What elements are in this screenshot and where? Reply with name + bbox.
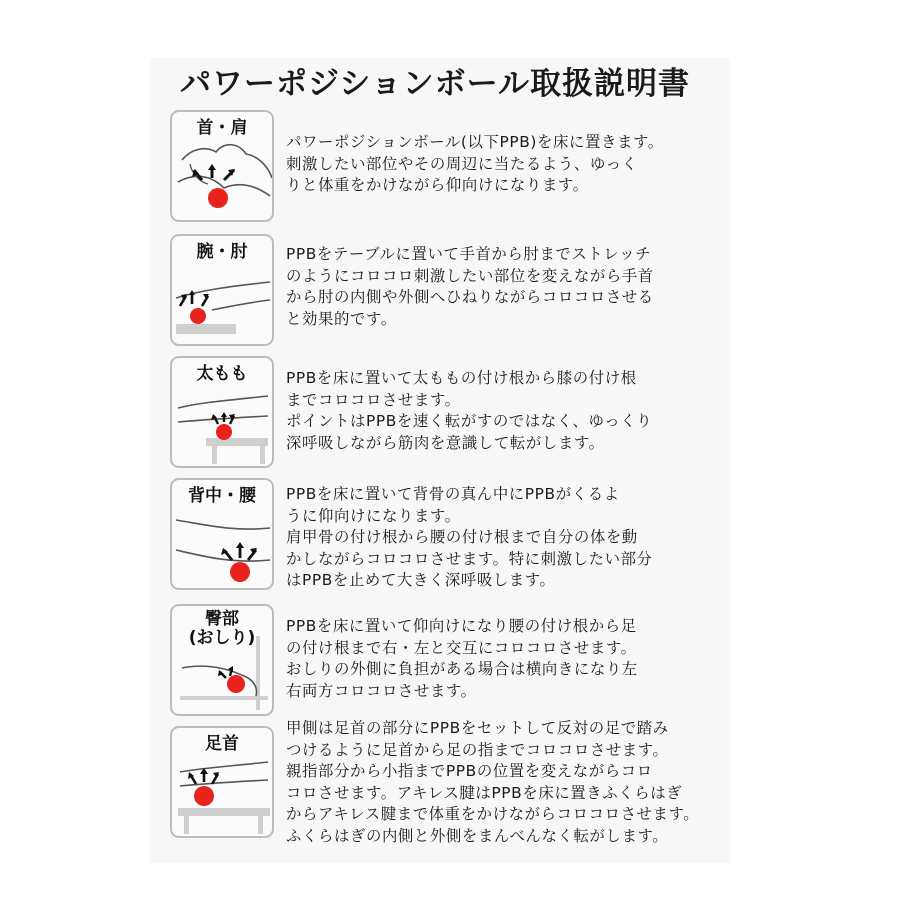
page-title: パワーポジションボール取扱説明書 bbox=[180, 66, 690, 102]
section-description: PPBをテーブルに置いて手首から肘までストレッチ のようにコロコロ刺激したい部位を変えながら手首 から肘の内側や外側へひねりながらコロコロさせる と効果的です。 bbox=[286, 245, 654, 328]
section-description: PPBを床に置いて背骨の真ん中にPPBがくるよ うに仰向けになります。 肩甲骨の付け根から腰の付け根まで自分の体を動 かしながらコロコロさせます。特に刺激したい部分 はPPBを止めて大きく深呼吸します。 bbox=[286, 485, 653, 589]
section-description: パワーポジションボール(以下PPB)を床に置きます。 刺激したい部位やその周辺に当たるよう、ゆっく りと体重をかけながら仰向けになります。 bbox=[286, 133, 664, 194]
section-description: 甲側は足首の部分にPPBをセットして反対の足で踏み つけるように足首から足の指までコロコロさせます。 親指部分から小指までPPBの位置を変えながらコロ コロさせます。アキレス腱はPPBを床に置きふくらはぎ からアキレス腱まで体重をかけながらコロコロさせます。 ふくらはぎの内側と外側をまんべんなく転がします。 bbox=[286, 719, 700, 845]
section-label: 太もも bbox=[196, 364, 248, 384]
back-waist-illustration bbox=[170, 478, 274, 590]
section-arm-elbow bbox=[170, 234, 730, 346]
section-ankle bbox=[170, 719, 730, 845]
section-label: 腕・肘 bbox=[196, 242, 248, 262]
section-label: 臀部 (おしり) bbox=[188, 609, 256, 648]
section-label: 背中・腰 bbox=[188, 486, 256, 506]
ankle-illustration bbox=[170, 726, 274, 838]
section-description: PPBを床に置いて仰向けになり腰の付け根から足 の付け根まで右・左と交互にコロコロさせます。 おしりの外側に負担がある場合は横向きになり左 右両方コロコロさせます。 bbox=[286, 617, 638, 700]
section-buttocks bbox=[170, 604, 730, 716]
section-description: PPBを床に置いて太ももの付け根から膝の付け根 までコロコロさせます。 ポイントはPPBを速く転がすのではなく、ゆっくり 深呼吸しながら筋肉を意識して転がします。 bbox=[286, 369, 653, 452]
section-back-waist bbox=[170, 478, 730, 594]
thigh-illustration bbox=[170, 356, 274, 468]
neck-shoulder-illustration bbox=[170, 110, 274, 222]
section-label: 足首 bbox=[205, 734, 239, 754]
section-neck-shoulder bbox=[170, 110, 730, 230]
section-thigh bbox=[170, 356, 730, 470]
section-label: 首・肩 bbox=[196, 118, 248, 138]
arm-elbow-illustration bbox=[170, 234, 274, 346]
buttocks-illustration bbox=[170, 604, 274, 716]
